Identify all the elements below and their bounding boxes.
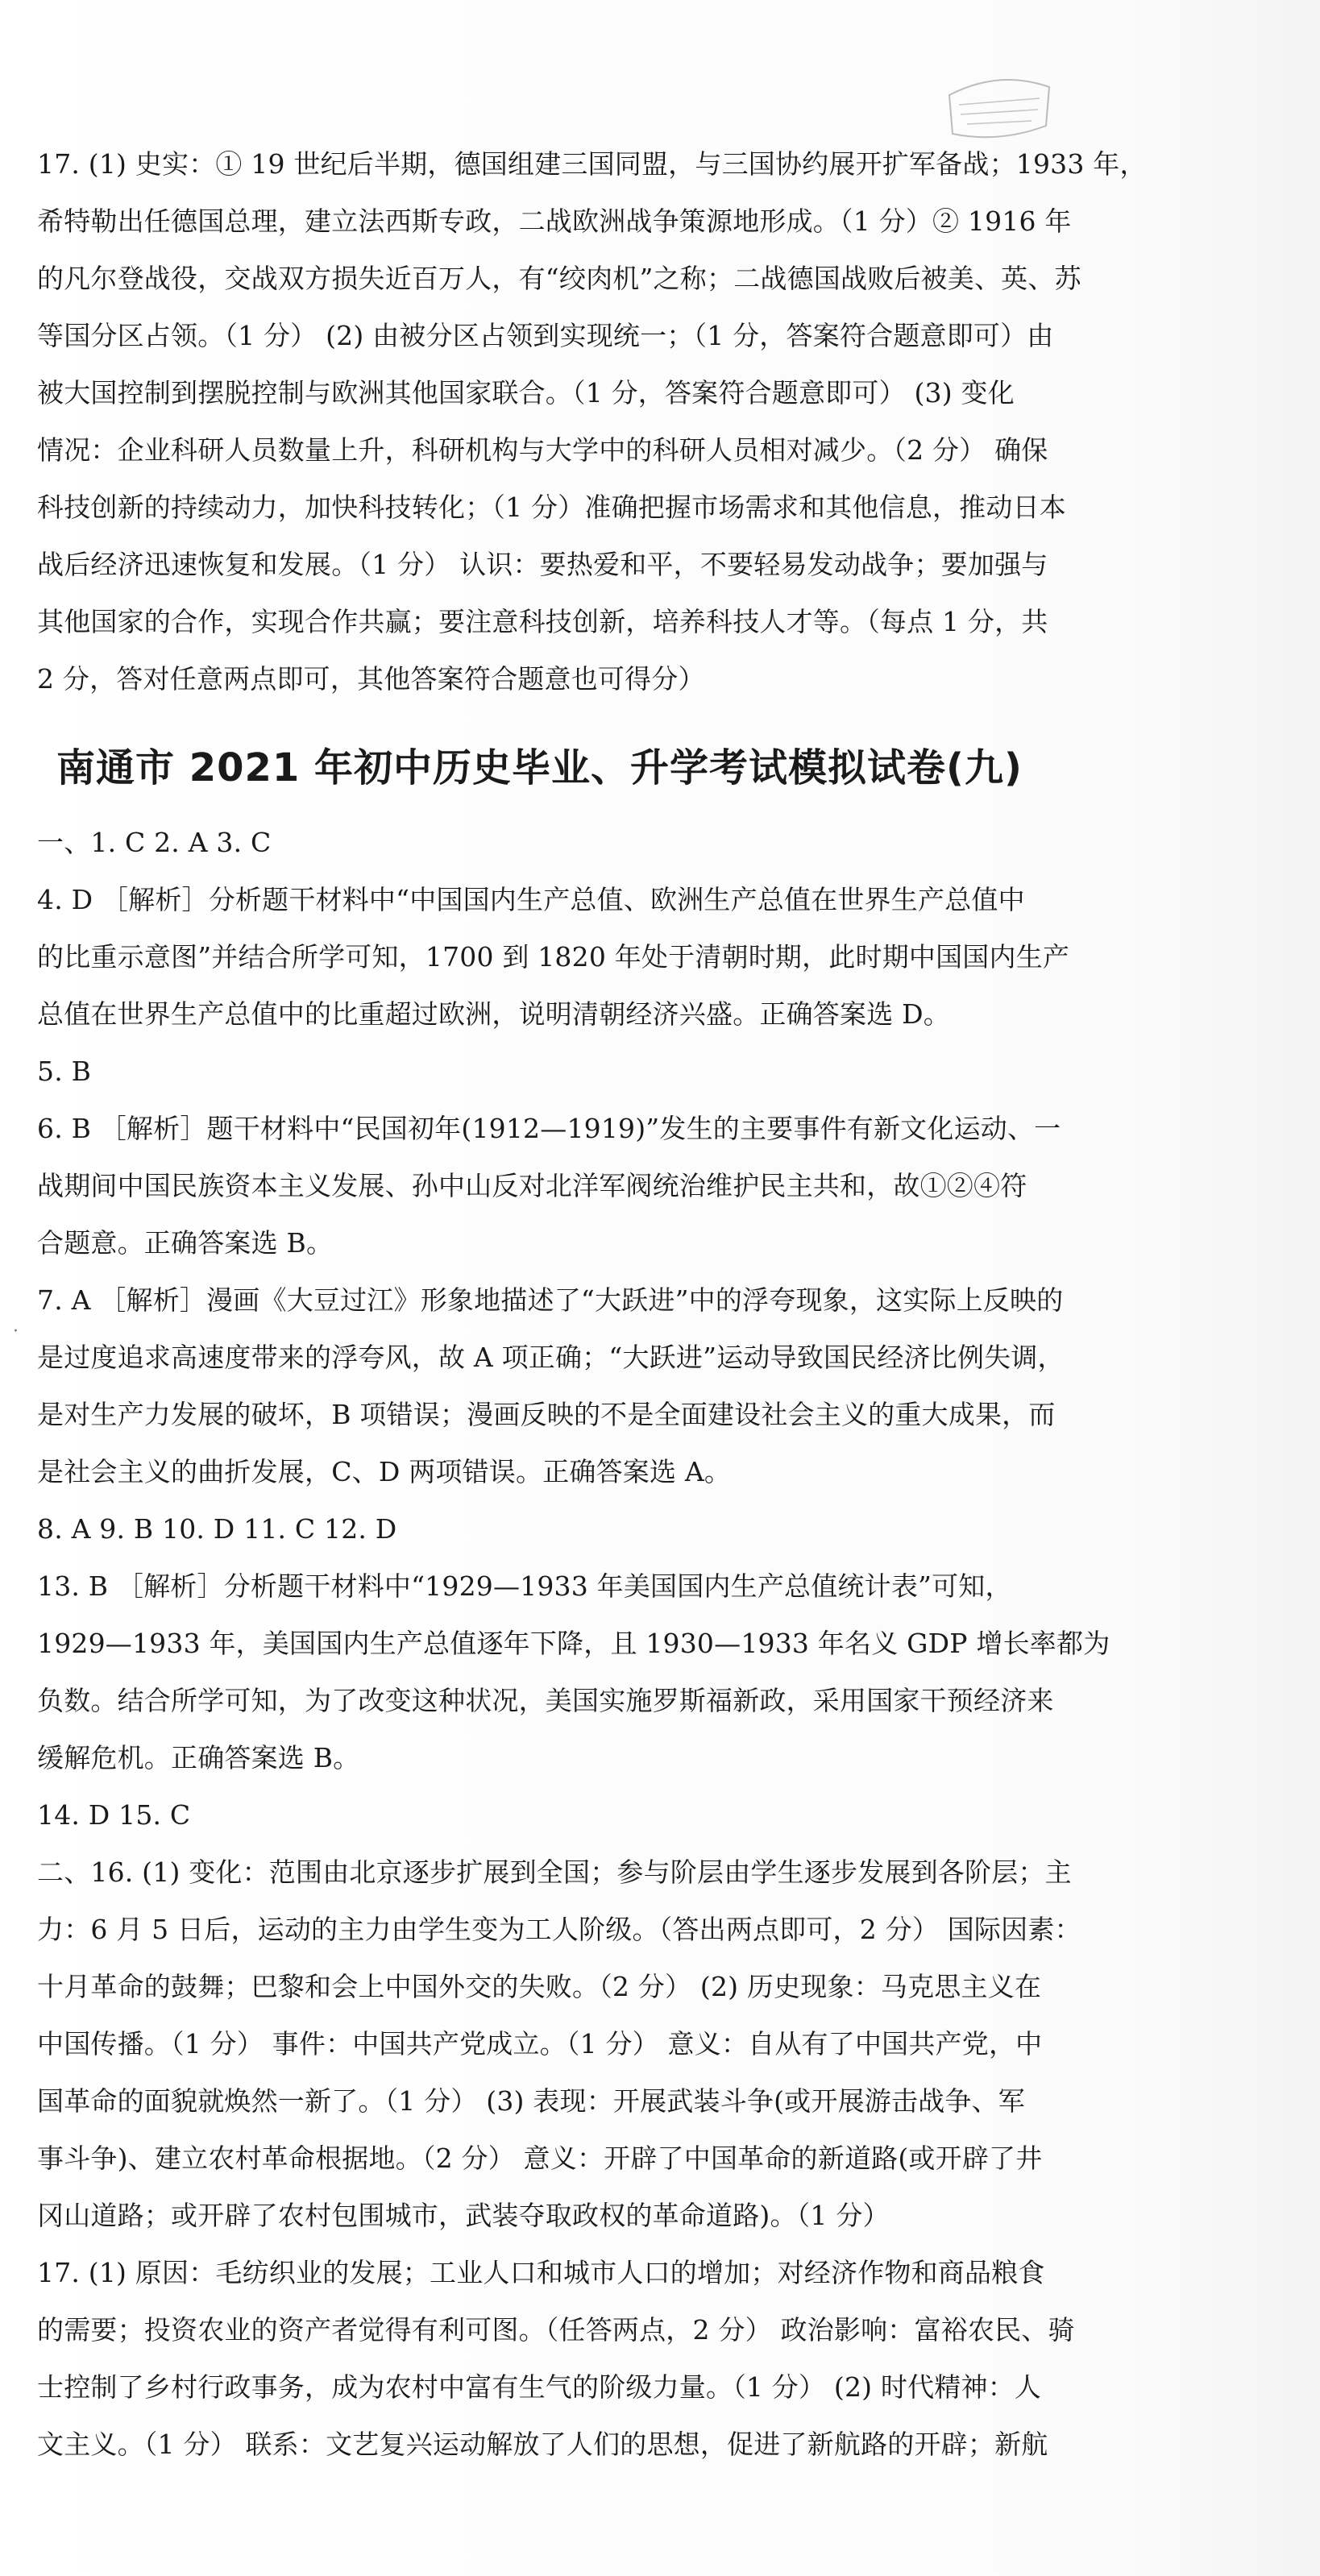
text-line: 十月革命的鼓舞；巴黎和会上中国外交的失败。（2 分） (2) 历史现象：马克思主义在 [37,1971,1042,2002]
text-line: 14. D 15. C [37,1799,191,1831]
text-line: 科技创新的持续动力，加快科技转化；（1 分）准确把握市场需求和其他信息，推动日本 [37,492,1066,523]
text-line: 战期间中国民族资本主义发展、孙中山反对北洋军阀统治维护民主共和，故①②④符 [37,1170,1027,1201]
text-line: 13. B ［解析］分析题干材料中“1929—1933 年美国国内生产总值统计表”可知， [37,1570,1012,1602]
text-line: 8. A 9. B 10. D 11. C 12. D [37,1513,397,1545]
text-line: 冈山道路；或开辟了农村包围城市，武装夺取政权的革命道路)。（1 分） [37,2200,890,2231]
text-line: 负数。结合所学可知，为了改变这种状况，美国实施罗斯福新政，采用国家干预经济来 [37,1685,1054,1716]
text-line: 的凡尔登战役，交战双方损失近百万人，有“绞肉机”之称；二战德国战败后被美、英、苏 [37,263,1081,294]
text-line: 中国传播。（1 分） 事件：中国共产党成立。（1 分） 意义：自从有了中国共产党，中 [37,2028,1043,2060]
text-line: 等国分区占领。（1 分） (2) 由被分区占领到实现统一；（1 分，答案符合题意即可）由 [37,320,1054,351]
text-line: 6. B ［解析］题干材料中“民国初年(1912—1919)”发生的主要事件有新文化运动、一 [37,1113,1061,1144]
side-mark: · [13,1321,19,1342]
text-line: 希特勒出任德国总理，建立法西斯专政，二战欧洲战争策源地形成。（1 分）② 1916 年 [37,205,1072,237]
text-line: 合题意。正确答案选 B。 [37,1227,334,1259]
page-title: 南通市 2021 年初中历史毕业、升学考试模拟试卷(九) [56,745,1023,790]
previous-answer-block [37,135,1147,707]
answer-content [37,135,1147,2473]
text-line: 其他国家的合作，实现合作共赢；要注意科技创新，培养科技人才等。（每点 1 分，共 [37,606,1048,637]
text-line: 2 分，答对任意两点即可，其他答案符合题意也可得分） [37,663,705,695]
text-line: 是社会主义的曲折发展，C、D 两项错误。正确答案选 A。 [37,1456,732,1487]
text-line: 士控制了乡村行政事务，成为农村中富有生气的阶级力量。（1 分） (2) 时代精神：人 [37,2371,1042,2403]
text-line: 二、16. (1) 变化：范围由北京逐步扩展到全国；参与阶层由学生逐步发展到各阶层；主 [37,1856,1072,1888]
text-line: 战后经济迅速恢复和发展。（1 分） 认识：要热爱和平，不要轻易发动战争；要加强与 [37,549,1048,580]
text-line: 事斗争)、建立农村革命根据地。（2 分） 意义：开辟了中国革命的新道路(或开辟了井 [37,2143,1043,2174]
text-line: 17. (1) 史实：① 19 世纪后半期，德国组建三国同盟，与三国协约展开扩军备战；1933 年， [37,148,1147,180]
text-line: 缓解危机。正确答案选 B。 [37,1742,360,1773]
text-line: 1929—1933 年，美国国内生产总值逐年下降，且 1930—1933 年名义 GDP 增长率都为 [37,1628,1110,1659]
text-line: 国革命的面貌就焕然一新了。（1 分） (3) 表现：开展武装斗争(或开展游击战争、军 [37,2085,1025,2117]
text-line: 情况：企业科研人员数量上升，科研机构与大学中的科研人员相对减少。（2 分） 确保 [37,434,1048,466]
text-line: 5. B [37,1056,92,1087]
text-line: 4. D ［解析］分析题干材料中“中国国内生产总值、欧洲生产总值在世界生产总值中 [37,884,1025,915]
text-line: 是过度追求高速度带来的浮夸风，故 A 项正确；“大跃进”运动导致国民经济比例失调， [37,1342,1065,1373]
text-line: 一、1. C 2. A 3. C [37,827,272,858]
text-line: 的需要；投资农业的资产者觉得有利可图。（任答两点，2 分） 政治影响：富裕农民、骑 [37,2314,1075,2346]
text-line: 17. (1) 原因：毛纺织业的发展；工业人口和城市人口的增加；对经济作物和商品粮食 [37,2257,1045,2288]
text-line: 被大国控制到摆脱控制与欧洲其他国家联合。（1 分，答案符合题意即可） (3) 变化 [37,377,1015,409]
text-line: 力：6 月 5 日后，运动的主力由学生变为工人阶级。（答出两点即可，2 分） 国际因素： [37,1914,1081,1945]
text-line: 文主义。（1 分） 联系：文艺复兴运动解放了人们的思想，促进了新航路的开辟；新航 [37,2429,1048,2460]
text-line: 是对生产力发展的破坏，B 项错误；漫画反映的不是全面建设社会主义的重大成果，而 [37,1399,1056,1430]
text-line: 的比重示意图”并结合所学可知，1700 到 1820 年处于清朝时期，此时期中国国内生产 [37,941,1070,973]
text-line: 7. A ［解析］漫画《大豆过江》形象地描述了“大跃进”中的浮夸现象，这实际上反映的 [37,1284,1064,1316]
answer-block [37,814,1117,2473]
text-line: 总值在世界生产总值中的比重超过欧洲，说明清朝经济兴盛。正确答案选 D。 [37,998,950,1030]
